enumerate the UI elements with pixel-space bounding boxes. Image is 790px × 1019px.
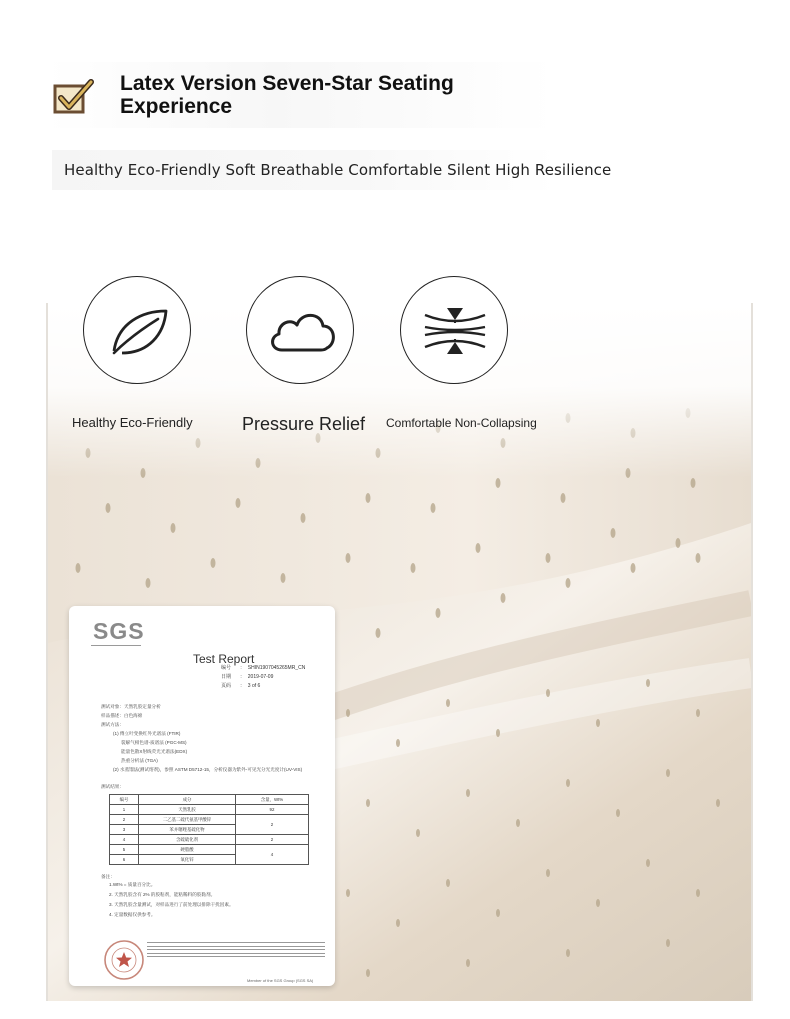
- intro-line: (2) 水蒸馏法(测试熔剂)，参照 ASTM D5712-15，分析仪器为紫外-可见光分光光度计(UV-VIS): [113, 767, 303, 772]
- feature-label-eco: Healthy Eco-Friendly: [72, 415, 193, 430]
- note-line: 2. 天然乳胶含有 2% 的胶粘剂，能粘稀料的胶黏剂。: [109, 892, 216, 897]
- intro-line: 热重分析法 (TGA): [121, 758, 158, 763]
- sgs-logo: SGS: [93, 618, 145, 644]
- leaf-icon: [84, 277, 192, 385]
- table-cell: 5: [110, 845, 139, 855]
- intro-line: (1) 傅立叶变换红外光谱法 (FTIR): [113, 731, 181, 736]
- table-cell: 苯并噻唑基硫化物: [139, 825, 236, 835]
- feature-pressure-circle: [246, 276, 354, 384]
- table-cell: 硬脂酸: [139, 845, 236, 855]
- table-cell: 1: [110, 805, 139, 815]
- report-meta-date: 日期 : 2019-07-09: [221, 674, 274, 680]
- table-cell: 二乙基二硫代氨基甲酸锌: [139, 815, 236, 825]
- table-cell: 含硫硫化剂: [139, 835, 236, 845]
- page-subtitle: Healthy Eco-Friendly Soft Breathable Comfortable Silent High Resilience: [64, 161, 612, 179]
- table-header-cell: 编号: [110, 795, 139, 805]
- certification-seal-icon: [103, 939, 145, 981]
- note-line: 3. 天然乳胶含量测试，对样品进行了前处理以排除干扰因素。: [109, 902, 234, 907]
- table-header-cell: 含量，Wt%: [236, 795, 309, 805]
- intro-line: 能量色散X射线荧光光谱法(EDX): [121, 749, 188, 754]
- feature-support-circle: [400, 276, 508, 384]
- intro-line: 样品描述：白色海绵: [101, 713, 143, 718]
- report-meta-page: 页码 : 3 of 6: [221, 683, 261, 689]
- intro-line: 测试方法：: [101, 722, 124, 727]
- cloud-icon: [247, 277, 355, 385]
- results-caption: 测试结果：: [101, 784, 124, 789]
- notes-caption: 备注：: [101, 874, 115, 879]
- table-cell: 2: [236, 815, 309, 835]
- table-row: [110, 805, 309, 815]
- report-footer: Member of the SGS Group (SGS SA): [247, 978, 314, 983]
- table-row: [110, 815, 309, 825]
- intro-line: 裂解气相色谱-质谱法 (PGC-MS): [121, 740, 187, 745]
- composition-table: [109, 794, 309, 865]
- table-cell: 3: [110, 825, 139, 835]
- table-cell: 4: [110, 835, 139, 845]
- intro-line: 测试对象：天然乳胶定量分析: [101, 704, 161, 709]
- report-fine-print: [147, 940, 325, 960]
- compression-arrows-icon: [401, 277, 509, 385]
- note-line: 4. 定量数据仅供参考。: [109, 912, 156, 917]
- logo-underline: [91, 645, 141, 646]
- report-meta-number: 编号 : SHIN1907045265MR_CN: [221, 665, 306, 671]
- table-cell: 4: [236, 845, 309, 865]
- table-header-cell: 成分: [139, 795, 236, 805]
- table-cell: 2: [110, 815, 139, 825]
- feature-label-support: Comfortable Non-Collapsing: [386, 416, 537, 430]
- table-header-row: [110, 795, 309, 805]
- table-cell: 6: [110, 855, 139, 865]
- table-cell: 2: [236, 835, 309, 845]
- table-cell: 天然乳胶: [139, 805, 236, 815]
- feature-eco-circle: [83, 276, 191, 384]
- table-cell: 92: [236, 805, 309, 815]
- feature-label-pressure: Pressure Relief: [242, 414, 366, 434]
- report-title: Test Report: [193, 652, 255, 666]
- table-row: [110, 835, 309, 845]
- checkbox-check-icon: [52, 78, 96, 116]
- note-line: 1.Wt% = 质量百分比。: [109, 882, 156, 887]
- table-cell: 氧化锌: [139, 855, 236, 865]
- page-title: Latex Version Seven-Star Seating Experience: [120, 72, 454, 118]
- sgs-test-report: [69, 606, 335, 986]
- table-row: [110, 845, 309, 855]
